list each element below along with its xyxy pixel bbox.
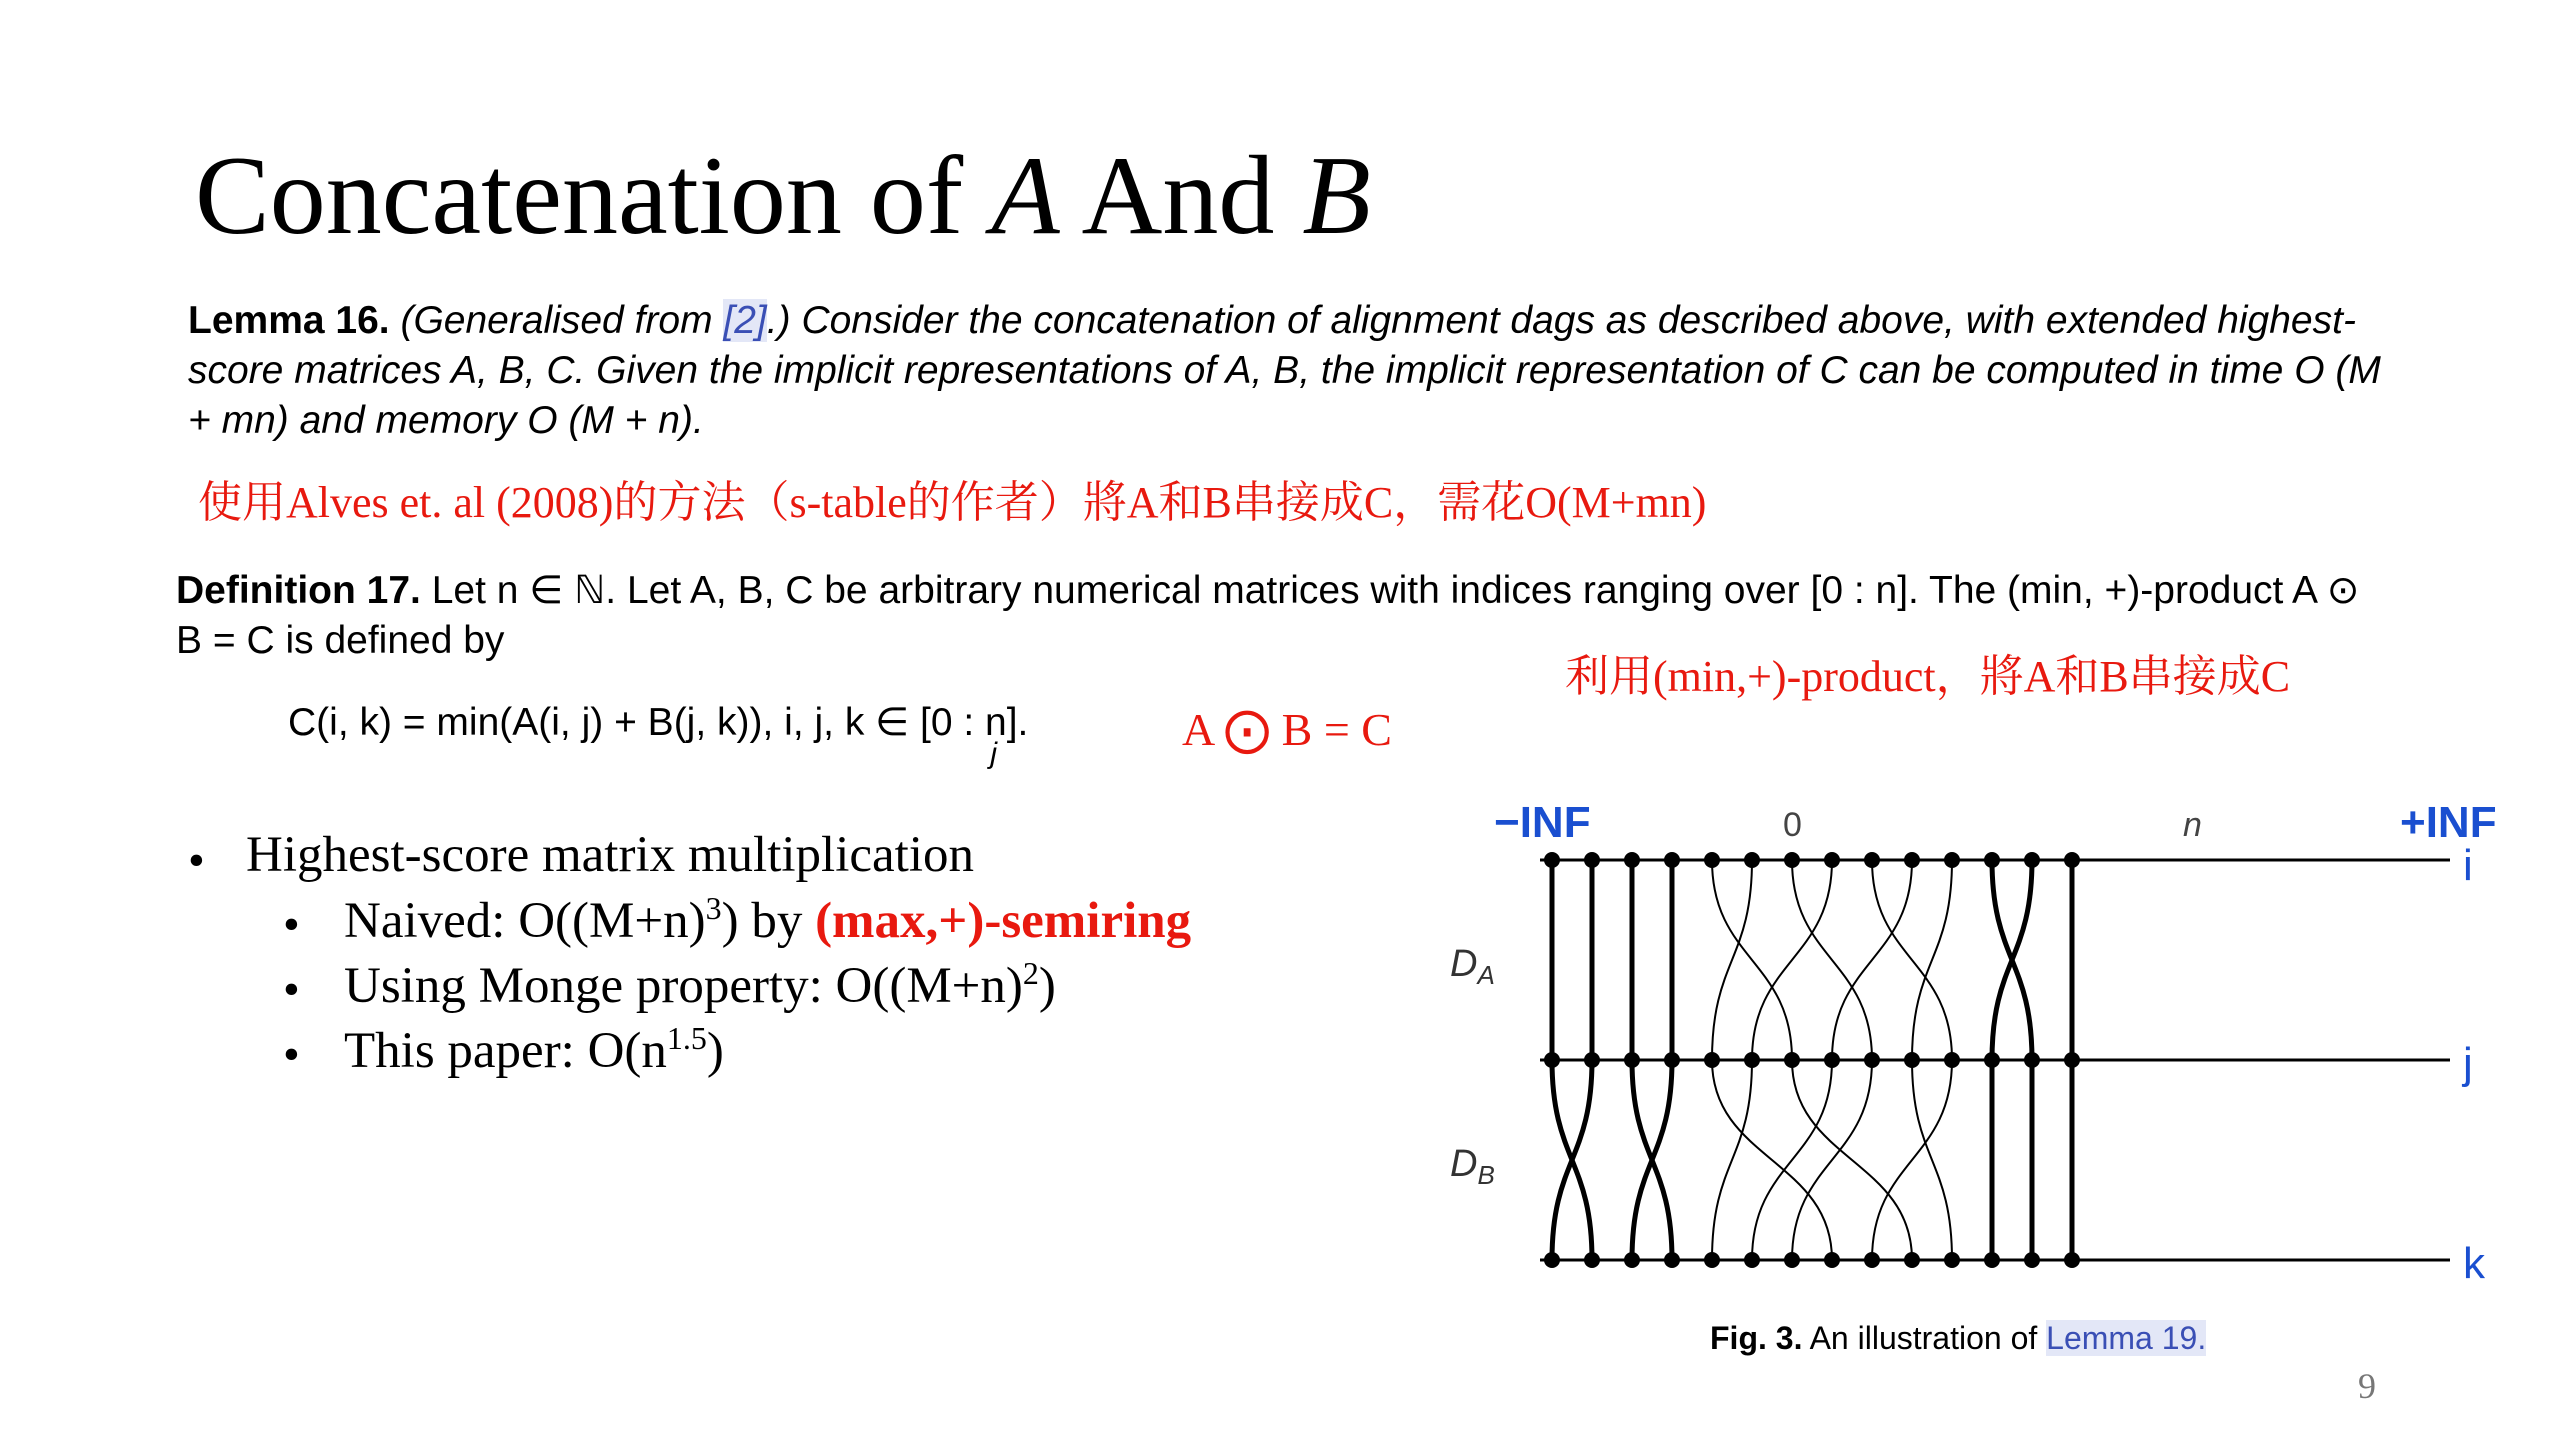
strand-db xyxy=(1752,1060,1832,1260)
bullet-text: ) xyxy=(1038,958,1056,1014)
label-j: j xyxy=(2463,1039,2473,1088)
title-var-a: A xyxy=(991,134,1060,258)
figure-node xyxy=(1584,1252,1600,1268)
bullet-text: Naived: O((M+n) xyxy=(344,893,706,949)
bullet-text: ) xyxy=(706,1023,724,1079)
figure-node xyxy=(1944,1252,1960,1268)
label-i: i xyxy=(2463,841,2473,890)
note-definition: 利用(min,+)-product，將A和B串接成C xyxy=(1565,652,2291,701)
strand-db xyxy=(1552,1060,1592,1260)
title-text: Concatenation of xyxy=(195,134,992,258)
figure-caption xyxy=(1710,1320,2206,1357)
figure-node xyxy=(1544,1252,1560,1268)
strand-db xyxy=(1632,1060,1672,1260)
figure-node xyxy=(1664,1252,1680,1268)
figure-node xyxy=(1624,1052,1640,1068)
bullet-item-3 xyxy=(344,955,1056,1015)
strand-da xyxy=(1712,860,1752,1060)
figure-node xyxy=(2024,1052,2040,1068)
figure-node xyxy=(1544,1052,1560,1068)
figure-node xyxy=(1864,1252,1880,1268)
figure-node xyxy=(1784,1052,1800,1068)
figure-node xyxy=(1864,1052,1880,1068)
strand-da xyxy=(1792,860,1872,1060)
strand-da xyxy=(1712,860,1792,1060)
figure-node xyxy=(1904,1052,1920,1068)
figure-node xyxy=(1544,852,1560,868)
figure-node xyxy=(1944,852,1960,868)
label-da: $D_A$ xyxy=(1450,943,1495,990)
caption-ref-link[interactable]: Lemma 19. xyxy=(2046,1320,2207,1356)
figure-node xyxy=(1904,1252,1920,1268)
caption-text: An illustration of xyxy=(1802,1320,2047,1356)
strand-db xyxy=(1912,1060,1952,1260)
label-n: n xyxy=(2183,806,2202,844)
strand-db xyxy=(1872,1060,1952,1260)
figure-node xyxy=(1744,1052,1760,1068)
bullet-marker: • xyxy=(283,1028,300,1081)
strand-da xyxy=(1872,860,1952,1060)
figure-node xyxy=(1824,1052,1840,1068)
figure-node xyxy=(1984,1052,2000,1068)
figure-node xyxy=(2024,852,2040,868)
bullet-text: Using Monge property: O((M+n) xyxy=(344,958,1023,1014)
strand-da xyxy=(1832,860,1912,1060)
figure-node xyxy=(1824,1252,1840,1268)
figure-node xyxy=(1704,1252,1720,1268)
seaweed-figure xyxy=(1440,780,2560,1320)
slide-title xyxy=(195,134,1371,258)
figure-node xyxy=(1664,1052,1680,1068)
strand-da xyxy=(1992,860,2032,1060)
figure-node xyxy=(1664,852,1680,868)
bullet-item-4 xyxy=(344,1020,724,1080)
bullet-sup: 2 xyxy=(1022,955,1039,991)
figure-node xyxy=(1744,1252,1760,1268)
strand-db xyxy=(1712,1060,1832,1260)
label-zero: 0 xyxy=(1783,806,1802,844)
figure-node xyxy=(1744,852,1760,868)
strand-da xyxy=(1912,860,1952,1060)
bullet-sup: 1.5 xyxy=(666,1020,707,1056)
note-odot: A ⨀ B = C xyxy=(1182,704,1392,755)
figure-node xyxy=(1624,1252,1640,1268)
lemma-block xyxy=(188,296,2388,446)
bullet-marker: • xyxy=(283,963,300,1016)
page-number: 9 xyxy=(2358,1366,2376,1406)
figure-node xyxy=(1824,852,1840,868)
bullet-item-2 xyxy=(344,890,1191,950)
lemma-label: Lemma 16. xyxy=(188,299,390,342)
strand-db xyxy=(1792,1060,1912,1260)
figure-node xyxy=(1984,1252,2000,1268)
figure-node xyxy=(1584,1052,1600,1068)
label-pos-inf: +INF xyxy=(2400,798,2497,847)
title-var-b: B xyxy=(1302,134,1371,258)
figure-node xyxy=(2024,1252,2040,1268)
figure-node xyxy=(1624,852,1640,868)
formula-subscript: j xyxy=(990,737,998,770)
note-lemma: 使用Alves et. al (2008)的方法（s-table的作者）將A和B串接成C，需花O(M+mn) xyxy=(198,478,1707,527)
figure-node xyxy=(1904,852,1920,868)
figure-node xyxy=(2064,1252,2080,1268)
lemma-text: .) Consider the concatenation of alignment dags as described above, with extended highest-score matrices A, B, C. Given the implicit representations of A, B, the implicit representation of C can be computed in time O (M + mn) and memory O (M + n). xyxy=(188,299,2381,442)
lemma-ref-link[interactable]: [2] xyxy=(723,299,767,342)
figure-node xyxy=(1584,852,1600,868)
figure-node xyxy=(2064,1052,2080,1068)
figure-node xyxy=(1944,1052,1960,1068)
bullet-marker: • xyxy=(283,898,300,951)
lemma-open: (Generalised from xyxy=(400,299,724,342)
definition-label: Definition 17. xyxy=(176,569,421,612)
bullet-text: ) by xyxy=(721,893,816,949)
strand-da xyxy=(1752,860,1832,1060)
figure-node xyxy=(1784,1252,1800,1268)
bullet-item-1: Highest-score matrix multiplication xyxy=(246,827,974,883)
label-db: $D_B$ xyxy=(1450,1143,1495,1190)
strand-db xyxy=(1792,1060,1872,1260)
figure-node xyxy=(1864,852,1880,868)
formula-main: C(i, k) = min(A(i, j) + B(j, k)), i, j, k ∈ [0 : n]. xyxy=(288,701,1029,744)
bullet-highlight: (max,+)-semiring xyxy=(815,893,1192,949)
bullet-sup: 3 xyxy=(705,890,722,926)
figure-node xyxy=(1704,852,1720,868)
figure-node xyxy=(1704,1052,1720,1068)
figure-node xyxy=(1984,852,2000,868)
definition-text: Let n ∈ ℕ. Let A, B, C be arbitrary numerical matrices with indices ranging over [0 : n]. The (min, +)-product A ⊙ B = C is defined by xyxy=(176,569,2360,662)
bullet-marker: • xyxy=(188,834,205,887)
formula xyxy=(288,700,1035,770)
figure-node xyxy=(1784,852,1800,868)
label-neg-inf: −INF xyxy=(1494,798,1591,847)
bullet-text: This paper: O(n xyxy=(344,1023,667,1079)
strand-db xyxy=(1712,1060,1752,1260)
label-k: k xyxy=(2463,1239,2485,1288)
caption-label: Fig. 3. xyxy=(1710,1320,1803,1356)
title-text-and: And xyxy=(1059,134,1303,258)
figure-node xyxy=(2064,852,2080,868)
